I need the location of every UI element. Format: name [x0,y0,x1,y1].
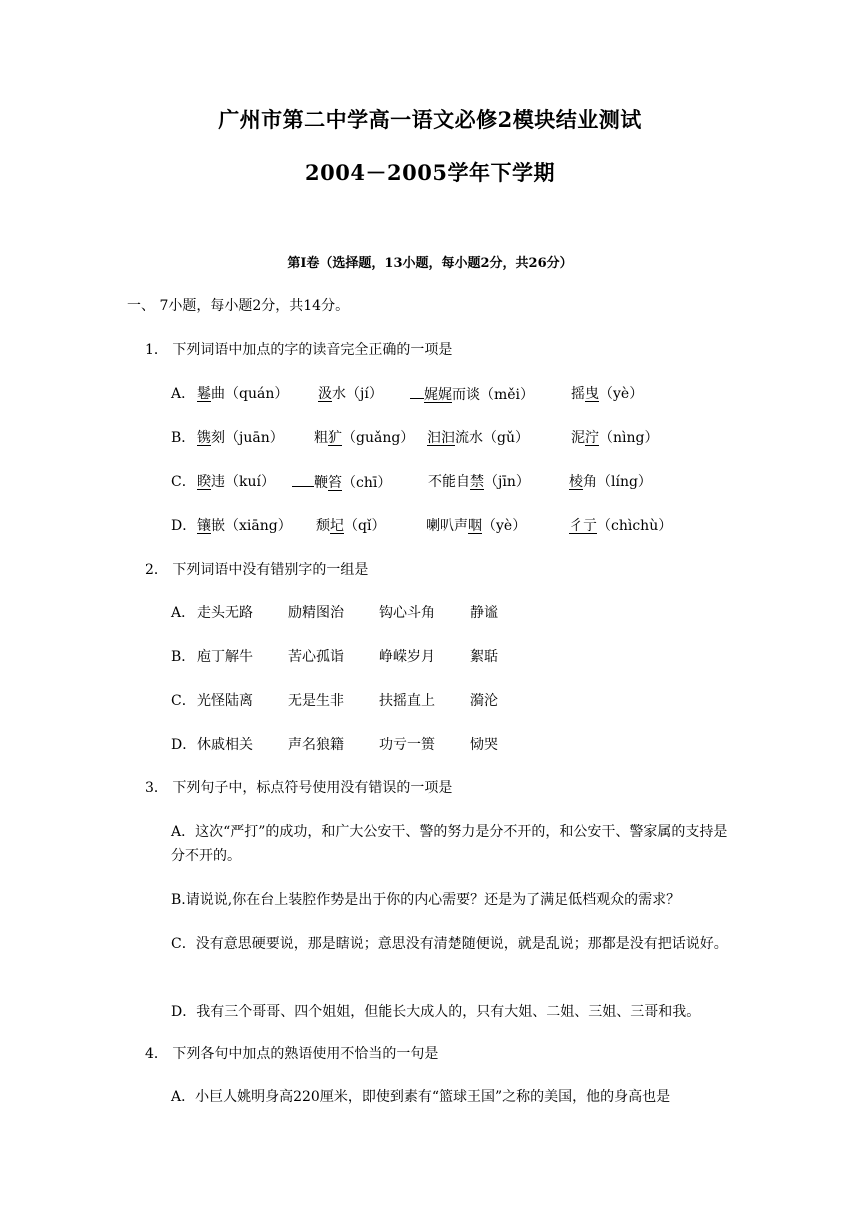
word-item: 无是生非 [288,693,344,709]
part-heading: 一、 7小题，每小题2分，共14分。 [127,298,350,314]
word-item: 钩心斗角 [379,605,435,621]
exam-term: 2004－2005学年下学期 [305,160,555,185]
word-item: 喇叭声咽（yè） [426,518,527,534]
word-item: 庖丁解牛 [197,649,253,665]
word-item: 走头无路 [197,605,253,621]
word-item: 镶嵌（xiāng） [197,518,292,534]
word-item: 功亏一篑 [379,737,435,753]
word-item: 鬈曲（quán） [197,386,289,402]
word-item: 棱角（líng） [569,474,652,490]
word-item: 峥嵘岁月 [379,649,435,665]
word-item: 颓圮（qǐ） [316,518,386,534]
word-item: 声名狼籍 [288,737,344,753]
option-label: B． [171,430,196,446]
word-item: 光怪陆离 [197,693,253,709]
exam-title: 广州市第二中学高一语文必修2模块结业测试 [218,107,642,132]
word-item: 苦心孤诣 [288,649,344,665]
word-item: 絮聒 [470,649,498,665]
word-item: 汩汩流水（gǔ） [427,430,529,446]
word-item: 粗犷（guǎng） [314,430,415,446]
word-item: 休戚相关 [197,737,253,753]
word-item: 睽违（kuí） [197,474,275,490]
word-item: 扶摇直上 [379,693,435,709]
q3-option-c: C．没有意思硬要说，那是瞎说；意思没有清楚随便说，就是乱说；那都是没有把话说好。 [171,936,728,952]
word-item: 励精图治 [288,605,344,621]
word-item: 漪沦 [470,693,498,709]
q4-option-a: A．小巨人姚明身高220厘米，即使到素有“篮球王国”之称的美国，他的身高也是 [171,1089,671,1105]
option-label: A． [171,605,196,621]
word-item: 泥泞（nìng） [571,430,659,446]
option-label: A． [171,386,196,402]
word-item: 恸哭 [470,737,498,753]
word-item: 汲水（jí） [318,386,383,402]
option-label: D． [171,518,197,534]
q3-option-b: B.请说说,你在台上装腔作势是出于你的内心需要？还是为了满足低档观众的需求？ [171,892,681,908]
word-item: 静谧 [470,605,498,621]
word-item: 娓娓而谈（měi） [410,384,534,405]
question-3-stem: 3． 下列句子中，标点符号使用没有错误的一项是 [145,780,453,796]
option-label: D． [171,737,197,753]
option-label: C． [171,693,196,709]
word-item: 摇曳（yè） [571,386,644,402]
question-4-stem: 4． 下列各句中加点的熟语使用不恰当的一句是 [145,1046,439,1062]
word-item: 不能自禁（jīn） [428,474,530,490]
question-1-stem: 1． 下列词语中加点的字的读音完全正确的一项是 [145,342,453,358]
word-item: 鞭笞（chī） [292,472,391,493]
option-label: C． [171,474,196,490]
q3-option-d: D．我有三个哥哥、四个姐姐，但能长大成人的，只有大姐、二姐、三姐、三哥和我。 [171,1004,701,1020]
option-label: B． [171,649,196,665]
question-2-stem: 2． 下列词语中没有错别字的一组是 [145,562,369,578]
word-item: 彳亍（chìchù） [569,518,673,534]
q3-option-a: A．这次“严打”的成功，和广大公安干、警的努力是分不开的，和公安干、警家属的支持是分不开的。 [171,824,728,864]
section-heading: 第Ⅰ卷（选择题，13小题，每小题2分，共26分） [287,256,573,271]
word-item: 镌刻（juān） [197,430,284,446]
